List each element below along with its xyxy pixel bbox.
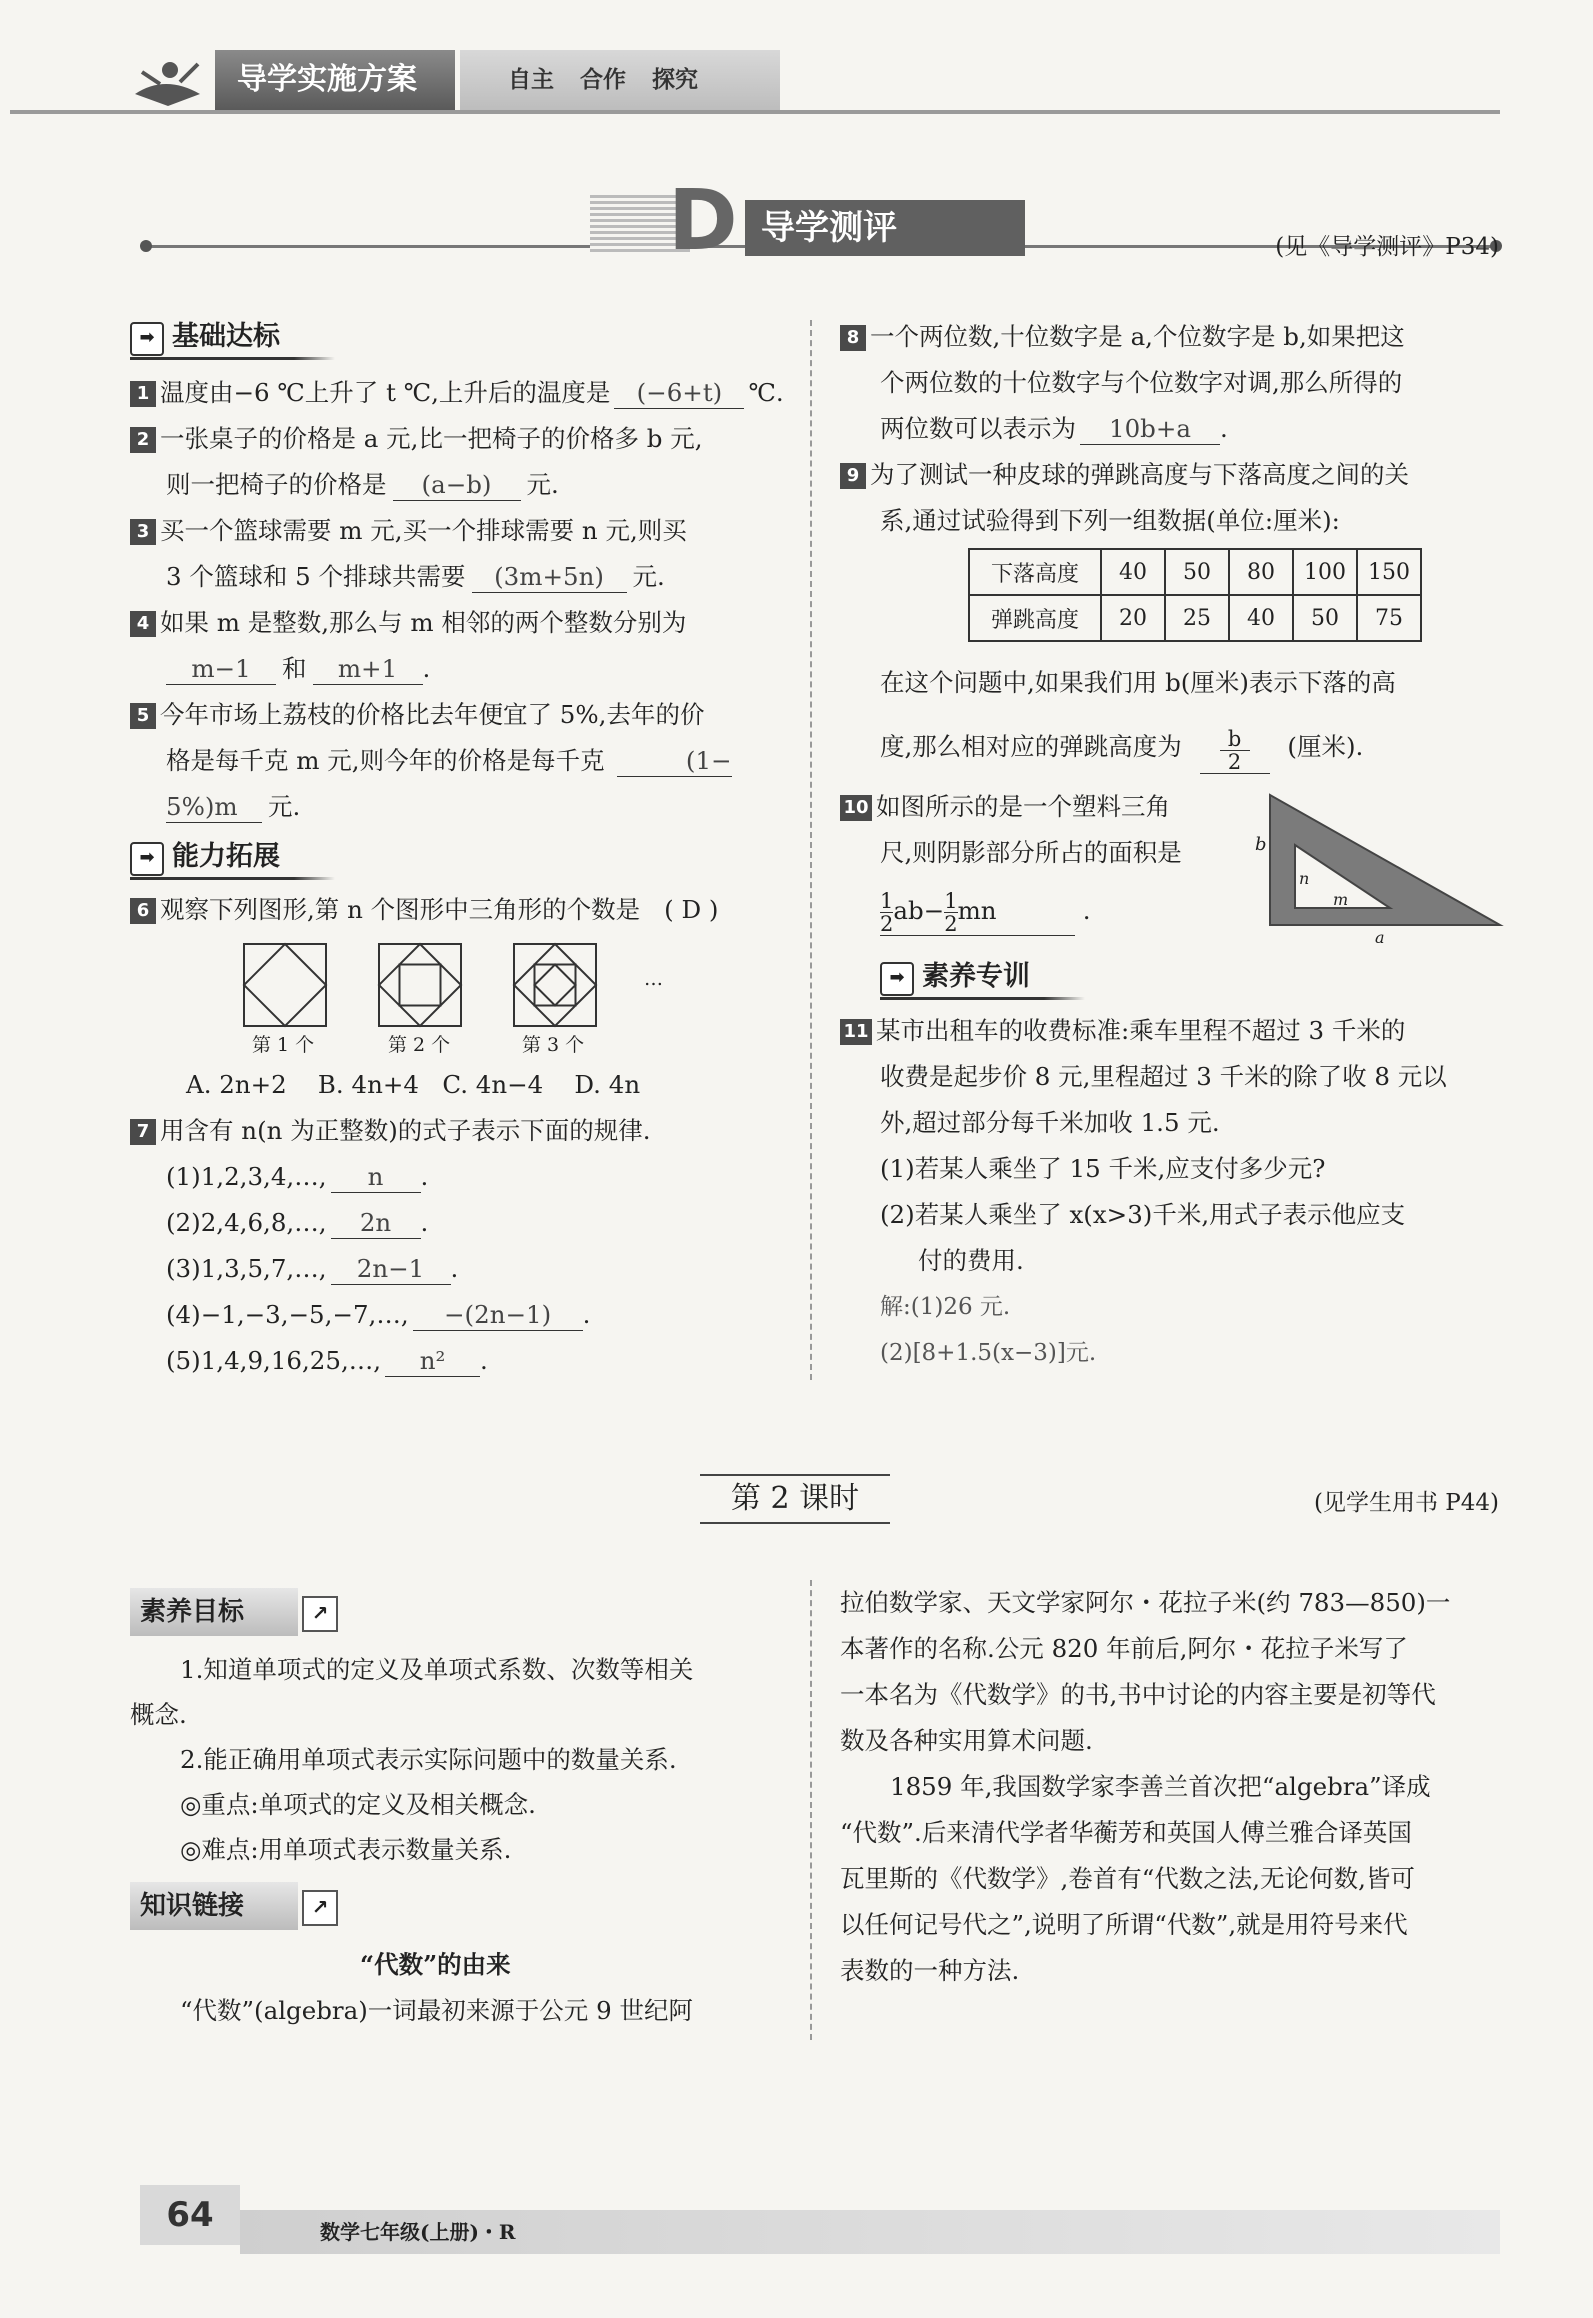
story-line: 以任何记号代之”,说明了所谓“代数”,就是用符号来代 (840, 1910, 1408, 1939)
header-tags: 自主 合作 探究 (460, 50, 780, 110)
goal-1b: 概念. (130, 1700, 187, 1729)
story-line: 本著作的名称.公元 820 年前后,阿尔・花拉子米写了 (840, 1634, 1408, 1663)
story-line: 表数的一种方法. (840, 1956, 1020, 1985)
q11-part1: (1)若某人乘坐了 15 千米,应支付多少元? (880, 1154, 1326, 1183)
story-line: 数及各种实用算术问题. (840, 1726, 1093, 1755)
q6-options: A. 2n+2 B. 4n+4 C. 4n−4 D. 4n (186, 1070, 641, 1099)
label-a: a (1375, 928, 1385, 945)
q7-item: (1)1,2,3,4,…, n . (166, 1162, 429, 1191)
header-title: 导学实施方案 (215, 50, 455, 110)
q10-answer: $\frac{1}{2}$ ab− $\frac{1}{2}$ mn . (880, 889, 1091, 936)
figure-2-caption: 第 2 个 (388, 1034, 451, 1056)
q9-line4: 度,那么相对应的弹跳高度为 $\frac{b}{2}$ (厘米). (880, 727, 1364, 774)
q8: 8 一个两位数,十位数字是 a,个位数字是 b,如果把这 (840, 322, 1405, 352)
knowledge-line: “代数”(algebra)一词最初来源于公元 9 世纪阿 (180, 1996, 693, 2025)
q10-line2: 尺,则阴影部分所占的面积是 (880, 838, 1182, 867)
q8-line2: 个两位数的十位数字与个位数字对调,那么所得的 (880, 368, 1403, 397)
label-b: b (1255, 834, 1267, 855)
story-line: 1859 年,我国数学家李善兰首次把“algebra”译成 (890, 1772, 1431, 1801)
q11-part2b: 付的费用. (918, 1246, 1024, 1275)
q7-item: (3)1,3,5,7,…, 2n−1 . (166, 1254, 459, 1283)
q2-line2: 则一把椅子的价格是 (a−b) 元. (166, 470, 559, 499)
link-arrow-icon: ↗ (302, 1890, 338, 1926)
arrow-icon: ➡ (130, 842, 164, 876)
table-row: 下落高度 40 50 80 100 150 (969, 549, 1421, 595)
data-table (968, 548, 1422, 642)
key-point: ◎重点:单项式的定义及相关概念. (180, 1790, 536, 1819)
q3-line2: 3 个篮球和 5 个排球共需要 (3m+5n) 元. (166, 562, 665, 591)
section-ref: (见《导学测评》P34) (1275, 234, 1499, 260)
q1: 1 温度由−6 ℃上升了 t ℃,上升后的温度是 (−6+t) ℃. (130, 378, 784, 409)
q5-line2: 格是每千克 m 元,则今年的价格是每千克 (1− (166, 746, 732, 775)
story-line: 拉伯数学家、天文学家阿尔・花拉子米(约 783—850)一 (840, 1588, 1451, 1617)
link-arrow-icon: ↗ (302, 1596, 338, 1632)
figure-2 (375, 940, 465, 1030)
q7-item: (5)1,4,9,16,25,…, n² . (166, 1346, 488, 1375)
q11-line3: 外,超过部分每千米加收 1.5 元. (880, 1108, 1220, 1137)
q9: 9 为了测试一种皮球的弹跳高度与下落高度之间的关 (840, 460, 1409, 490)
figure-3 (510, 940, 600, 1030)
story-line: 瓦里斯的《代数学》,卷首有“代数之法,无论何数,皆可 (840, 1864, 1415, 1893)
page-number: 64 (140, 2185, 240, 2245)
goal-1: 1.知道单项式的定义及单项式系数、次数等相关 (180, 1655, 694, 1684)
book-logo-icon (130, 52, 205, 108)
basic-heading: ➡ 基础达标 (130, 318, 335, 356)
story-line: “代数”.后来清代学者华蘅芳和英国人傅兰雅合译英国 (840, 1818, 1412, 1847)
q6: 6 观察下列图形,第 n 个图形中三角形的个数是 ( D ) (130, 895, 719, 925)
q4-line2: m−1 和 m+1 . (166, 654, 430, 685)
label-m: m (1333, 890, 1349, 909)
section-dot (140, 240, 152, 252)
story-line: 一本名为《代数学》的书,书中讨论的内容主要是初等代 (840, 1680, 1436, 1709)
column-divider (810, 1580, 812, 2040)
q7-item: (4)−1,−3,−5,−7,…, −(2n−1) . (166, 1300, 591, 1329)
column-divider (810, 320, 812, 1380)
label-n: n (1299, 869, 1310, 888)
q5-line3: 5%)m 元. (166, 792, 301, 821)
goal-2: 2.能正确用单项式表示实际问题中的数量关系. (180, 1745, 677, 1774)
q11-line2: 收费是起步价 8 元,里程超过 3 千米的除了收 8 元以 (880, 1062, 1447, 1091)
q4: 4 如果 m 是整数,那么与 m 相邻的两个整数分别为 (130, 608, 686, 638)
q7-item: (2)2,4,6,8,…, 2n . (166, 1208, 429, 1237)
figure-1 (240, 940, 330, 1030)
section-title: 导学测评 (745, 200, 1025, 256)
q11-part2: (2)若某人乘坐了 x(x>3)千米,用式子表示他应支 (880, 1200, 1406, 1229)
goals-tag: 素养目标 ↗ (130, 1588, 298, 1636)
q3: 3 买一个篮球需要 m 元,买一个排球需要 n 元,则买 (130, 516, 687, 546)
q7: 7 用含有 n(n 为正整数)的式子表示下面的规律. (130, 1116, 651, 1146)
q8-line3: 两位数可以表示为 10b+a . (880, 414, 1228, 443)
lesson-ref: (见学生用书 P44) (1314, 1490, 1499, 1516)
arrow-icon: ➡ (880, 962, 914, 996)
figure-ellipsis: … (644, 968, 663, 990)
q2: 2 一张桌子的价格是 a 元,比一把椅子的价格多 b 元, (130, 424, 703, 454)
q5: 5 今年市场上荔枝的价格比去年便宜了 5%,去年的价 (130, 700, 704, 730)
section-letter: D (668, 171, 738, 269)
literacy-heading: ➡ 素养专训 (880, 958, 1085, 996)
triangle-ruler-figure (1255, 790, 1505, 945)
q9-line3: 在这个问题中,如果我们用 b(厘米)表示下落的高 (880, 668, 1396, 697)
figure-3-caption: 第 3 个 (522, 1034, 585, 1056)
q11-solution2: (2)[8+1.5(x−3)]元. (880, 1340, 1097, 1366)
header-divider (10, 110, 1500, 114)
difficult-point: ◎难点:用单项式表示数量关系. (180, 1835, 512, 1864)
arrow-icon: ➡ (130, 322, 164, 356)
table-row: 弹跳高度 20 25 40 50 75 (969, 595, 1421, 641)
knowledge-tag: 知识链接 ↗ (130, 1882, 298, 1930)
knowledge-title: “代数”的由来 (360, 1950, 511, 1979)
q11: 11 某市出租车的收费标准:乘车里程不超过 3 千米的 (840, 1016, 1405, 1046)
ability-heading: ➡ 能力拓展 (130, 838, 335, 876)
q9-line2: 系,通过试验得到下列一组数据(单位:厘米): (880, 506, 1340, 535)
q11-solution1: 解:(1)26 元. (880, 1294, 1011, 1320)
q10: 10 如图所示的是一个塑料三角 (840, 792, 1170, 822)
figure-1-caption: 第 1 个 (252, 1034, 315, 1056)
lesson-title: 第 2 课时 (700, 1474, 890, 1524)
book-title: 数学七年级(上册)・R (320, 2220, 516, 2244)
